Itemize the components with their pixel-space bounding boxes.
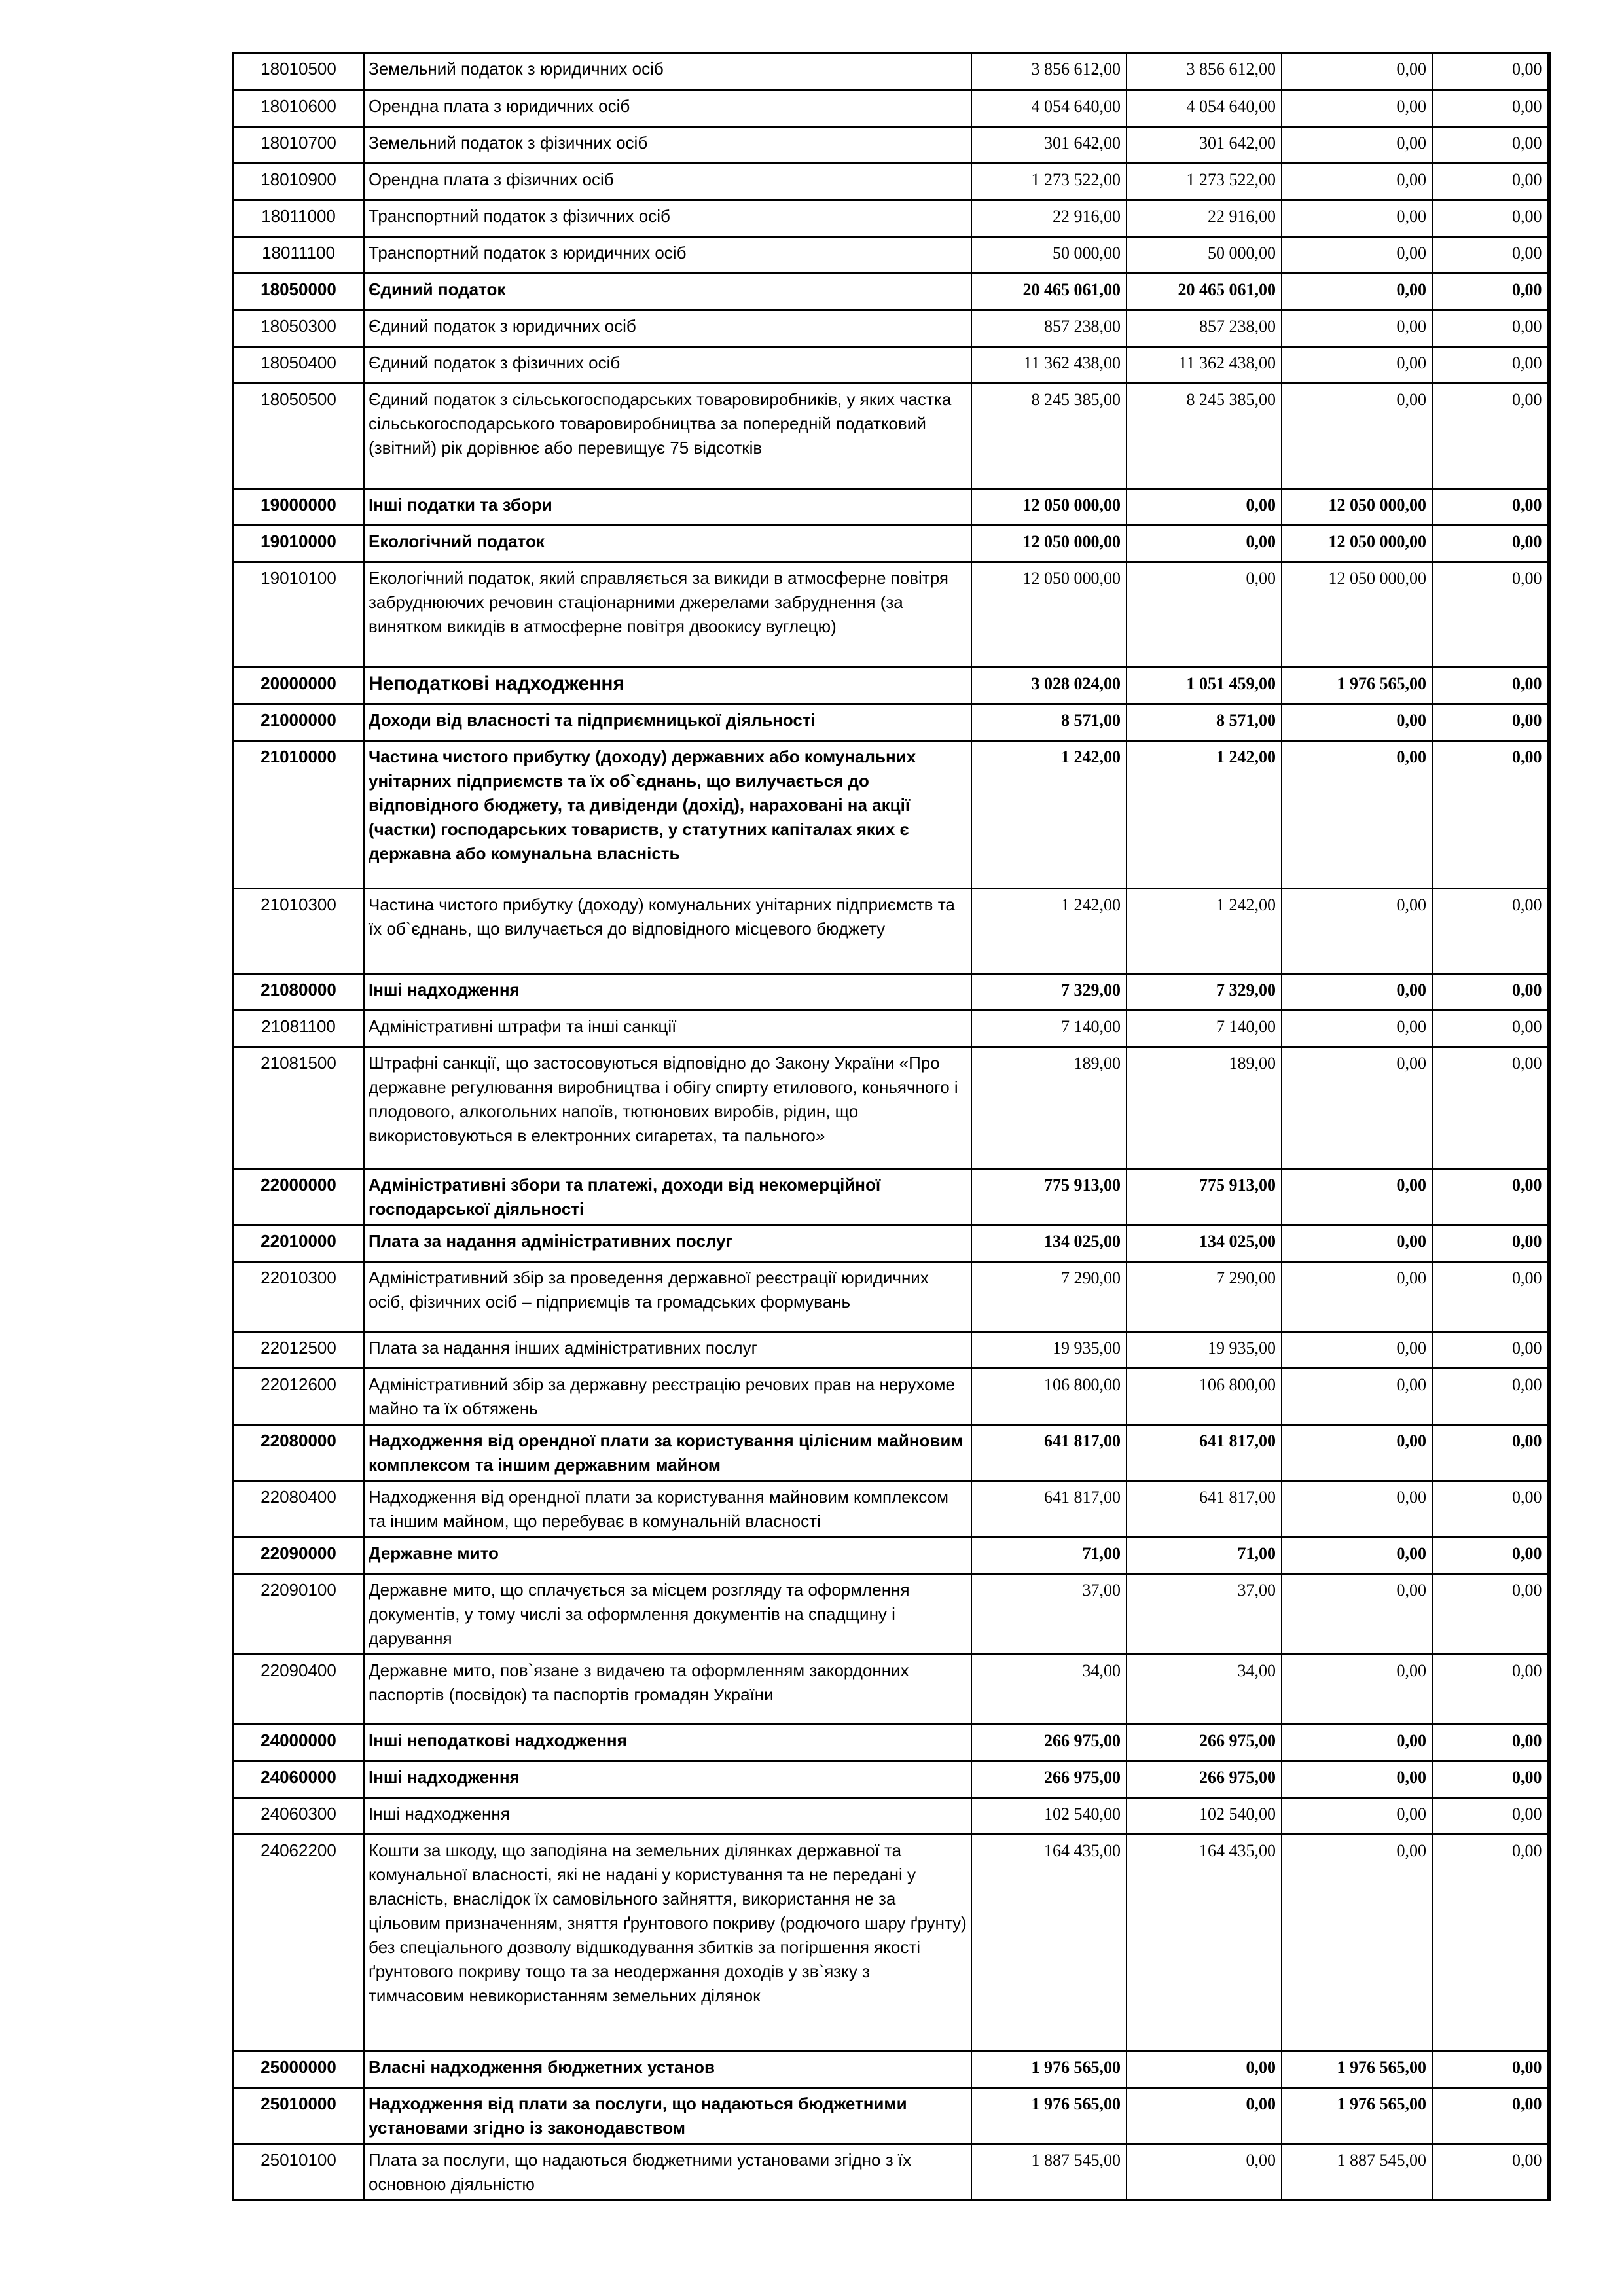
value-cell-3: 0,00 [1282, 310, 1432, 346]
table-row [233, 1834, 1549, 2051]
table-row [233, 888, 1549, 973]
code-cell: 24060300 [233, 1797, 364, 1834]
value-cell-2: 3 856 612,00 [1127, 53, 1282, 90]
value-cell-4: 0,00 [1432, 346, 1549, 383]
code-cell: 25000000 [233, 2051, 364, 2087]
value-cell-1: 8 245 385,00 [971, 383, 1127, 488]
name-cell: Адміністративний збір за державну реєстрацію речових прав на нерухоме майно та їх обтяжень [364, 1368, 971, 1424]
value-cell-3: 0,00 [1282, 1261, 1432, 1331]
code-cell: 18010500 [233, 53, 364, 90]
value-cell-2: 0,00 [1127, 2144, 1282, 2200]
name-cell: Транспортний податок з юридичних осіб [364, 236, 971, 273]
value-cell-3: 12 050 000,00 [1282, 488, 1432, 525]
name-cell: Єдиний податок з юридичних осіб [364, 310, 971, 346]
value-cell-2: 8 245 385,00 [1127, 383, 1282, 488]
value-cell-4: 0,00 [1432, 126, 1549, 163]
value-cell-3: 0,00 [1282, 1368, 1432, 1424]
revenue-table [232, 52, 1551, 2201]
table-row [233, 973, 1549, 1010]
value-cell-3: 0,00 [1282, 1424, 1432, 1480]
value-cell-4: 0,00 [1432, 740, 1549, 888]
value-cell-3: 12 050 000,00 [1282, 562, 1432, 667]
table-row [233, 488, 1549, 525]
value-cell-4: 0,00 [1432, 1047, 1549, 1168]
value-cell-1: 20 465 061,00 [971, 273, 1127, 310]
value-cell-1: 266 975,00 [971, 1761, 1127, 1797]
code-cell: 18050300 [233, 310, 364, 346]
name-cell: Єдиний податок з фізичних осіб [364, 346, 971, 383]
name-cell: Кошти за шкоду, що заподіяна на земельних ділянках державної та комунальної власності, які не надані у користування та не передані у власність, внаслідок їх самовільного зайняття, використання не за цільовим призначенням, зняття ґрунтового покриву (родючого шару ґрунту) без спеціального дозволу відшкодування збитків за погіршення якості ґрунтового покриву тощо та за неодержання доходів у зв`язку з тимчасовим невикористанням земельних ділянок [364, 1834, 971, 2051]
table-row [233, 163, 1549, 200]
value-cell-1: 8 571,00 [971, 704, 1127, 740]
value-cell-1: 7 290,00 [971, 1261, 1127, 1331]
code-cell: 18010900 [233, 163, 364, 200]
value-cell-2: 266 975,00 [1127, 1761, 1282, 1797]
value-cell-1: 22 916,00 [971, 200, 1127, 236]
value-cell-1: 50 000,00 [971, 236, 1127, 273]
value-cell-4: 0,00 [1432, 273, 1549, 310]
value-cell-4: 0,00 [1432, 1573, 1549, 1654]
value-cell-3: 0,00 [1282, 200, 1432, 236]
value-cell-3: 12 050 000,00 [1282, 525, 1432, 562]
table-row [233, 1225, 1549, 1261]
name-cell: Неподаткові надходження [364, 667, 971, 704]
value-cell-4: 0,00 [1432, 525, 1549, 562]
value-cell-4: 0,00 [1432, 2051, 1549, 2087]
code-cell: 22012500 [233, 1331, 364, 1368]
value-cell-1: 106 800,00 [971, 1368, 1127, 1424]
value-cell-2: 34,00 [1127, 1654, 1282, 1724]
table-row [233, 1331, 1549, 1368]
table-row [233, 1537, 1549, 1573]
value-cell-3: 0,00 [1282, 1797, 1432, 1834]
name-cell: Екологічний податок, який справляється за викиди в атмосферне повітря забруднюючих речовин стаціонарними джерелами забруднення (за винятком викидів в атмосферне повітря двоокису вуглецю) [364, 562, 971, 667]
code-cell: 18010600 [233, 90, 364, 126]
value-cell-4: 0,00 [1432, 1424, 1549, 1480]
value-cell-1: 641 817,00 [971, 1480, 1127, 1537]
table-row [233, 1368, 1549, 1424]
value-cell-2: 37,00 [1127, 1573, 1282, 1654]
code-cell: 22090100 [233, 1573, 364, 1654]
code-cell: 22000000 [233, 1168, 364, 1225]
value-cell-3: 0,00 [1282, 163, 1432, 200]
code-cell: 22080000 [233, 1424, 364, 1480]
value-cell-2: 775 913,00 [1127, 1168, 1282, 1225]
value-cell-3: 0,00 [1282, 1834, 1432, 2051]
code-cell: 22090400 [233, 1654, 364, 1724]
value-cell-4: 0,00 [1432, 1724, 1549, 1761]
value-cell-4: 0,00 [1432, 2087, 1549, 2144]
value-cell-2: 164 435,00 [1127, 1834, 1282, 2051]
table-row [233, 1010, 1549, 1047]
value-cell-4: 0,00 [1432, 200, 1549, 236]
value-cell-3: 0,00 [1282, 346, 1432, 383]
value-cell-3: 0,00 [1282, 704, 1432, 740]
value-cell-1: 1 242,00 [971, 740, 1127, 888]
table-row [233, 1797, 1549, 1834]
value-cell-4: 0,00 [1432, 1480, 1549, 1537]
name-cell: Власні надходження бюджетних установ [364, 2051, 971, 2087]
value-cell-3: 0,00 [1282, 1331, 1432, 1368]
value-cell-2: 0,00 [1127, 562, 1282, 667]
value-cell-2: 4 054 640,00 [1127, 90, 1282, 126]
name-cell: Інші надходження [364, 1797, 971, 1834]
code-cell: 22010300 [233, 1261, 364, 1331]
value-cell-1: 3 028 024,00 [971, 667, 1127, 704]
table-row [233, 200, 1549, 236]
table-row [233, 310, 1549, 346]
name-cell: Інші податки та збори [364, 488, 971, 525]
value-cell-1: 641 817,00 [971, 1424, 1127, 1480]
code-cell: 21080000 [233, 973, 364, 1010]
value-cell-3: 0,00 [1282, 1047, 1432, 1168]
table-row [233, 704, 1549, 740]
table-row [233, 90, 1549, 126]
value-cell-3: 0,00 [1282, 383, 1432, 488]
value-cell-1: 1 242,00 [971, 888, 1127, 973]
table-row [233, 2087, 1549, 2144]
code-cell: 18011100 [233, 236, 364, 273]
table-row [233, 1573, 1549, 1654]
value-cell-4: 0,00 [1432, 1537, 1549, 1573]
name-cell: Доходи від власності та підприємницької діяльності [364, 704, 971, 740]
value-cell-1: 37,00 [971, 1573, 1127, 1654]
value-cell-2: 102 540,00 [1127, 1797, 1282, 1834]
name-cell: Надходження від орендної плати за користування цілісним майновим комплексом та іншим державним майном [364, 1424, 971, 1480]
value-cell-1: 1 887 545,00 [971, 2144, 1127, 2200]
code-cell: 22010000 [233, 1225, 364, 1261]
value-cell-4: 0,00 [1432, 562, 1549, 667]
table-row [233, 525, 1549, 562]
value-cell-3: 0,00 [1282, 1654, 1432, 1724]
value-cell-3: 0,00 [1282, 1761, 1432, 1797]
value-cell-3: 0,00 [1282, 1573, 1432, 1654]
code-cell: 25010100 [233, 2144, 364, 2200]
value-cell-1: 266 975,00 [971, 1724, 1127, 1761]
name-cell: Єдиний податок з сільськогосподарських товаровиробників, у яких частка сільськогосподарського товаровиробництва за попередній податковий (звітний) рік дорівнює або перевищує 75 відсотків [364, 383, 971, 488]
value-cell-1: 1 976 565,00 [971, 2087, 1127, 2144]
table-row [233, 1654, 1549, 1724]
value-cell-2: 266 975,00 [1127, 1724, 1282, 1761]
code-cell: 21081500 [233, 1047, 364, 1168]
value-cell-3: 0,00 [1282, 1724, 1432, 1761]
value-cell-4: 0,00 [1432, 383, 1549, 488]
value-cell-2: 641 817,00 [1127, 1480, 1282, 1537]
value-cell-3: 0,00 [1282, 1225, 1432, 1261]
value-cell-4: 0,00 [1432, 1797, 1549, 1834]
value-cell-4: 0,00 [1432, 236, 1549, 273]
code-cell: 22012600 [233, 1368, 364, 1424]
value-cell-2: 0,00 [1127, 525, 1282, 562]
table-row [233, 1047, 1549, 1168]
code-cell: 24000000 [233, 1724, 364, 1761]
value-cell-1: 3 856 612,00 [971, 53, 1127, 90]
value-cell-3: 0,00 [1282, 888, 1432, 973]
value-cell-1: 12 050 000,00 [971, 562, 1127, 667]
value-cell-3: 1 976 565,00 [1282, 2051, 1432, 2087]
value-cell-2: 7 329,00 [1127, 973, 1282, 1010]
name-cell: Адміністративні збори та платежі, доходи від некомерційної господарської діяльності [364, 1168, 971, 1225]
code-cell: 22080400 [233, 1480, 364, 1537]
table-row [233, 562, 1549, 667]
code-cell: 18011000 [233, 200, 364, 236]
name-cell: Надходження від орендної плати за користування майновим комплексом та іншим майном, що перебуває в комунальній власності [364, 1480, 971, 1537]
value-cell-4: 0,00 [1432, 2144, 1549, 2200]
value-cell-1: 857 238,00 [971, 310, 1127, 346]
value-cell-2: 106 800,00 [1127, 1368, 1282, 1424]
table-row [233, 126, 1549, 163]
value-cell-3: 0,00 [1282, 973, 1432, 1010]
value-cell-3: 1 976 565,00 [1282, 667, 1432, 704]
table-row [233, 1480, 1549, 1537]
value-cell-4: 0,00 [1432, 1010, 1549, 1047]
name-cell: Плата за послуги, що надаються бюджетними установами згідно з їх основною діяльністю [364, 2144, 971, 2200]
code-cell: 21000000 [233, 704, 364, 740]
value-cell-4: 0,00 [1432, 53, 1549, 90]
code-cell: 19010000 [233, 525, 364, 562]
value-cell-1: 11 362 438,00 [971, 346, 1127, 383]
code-cell: 18050500 [233, 383, 364, 488]
table-row [233, 236, 1549, 273]
value-cell-1: 301 642,00 [971, 126, 1127, 163]
table-row [233, 1724, 1549, 1761]
value-cell-2: 20 465 061,00 [1127, 273, 1282, 310]
value-cell-3: 0,00 [1282, 740, 1432, 888]
value-cell-1: 7 329,00 [971, 973, 1127, 1010]
code-cell: 21010000 [233, 740, 364, 888]
value-cell-4: 0,00 [1432, 1168, 1549, 1225]
table-row [233, 53, 1549, 90]
name-cell: Плата за надання інших адміністративних послуг [364, 1331, 971, 1368]
value-cell-3: 0,00 [1282, 236, 1432, 273]
name-cell: Транспортний податок з фізичних осіб [364, 200, 971, 236]
value-cell-1: 164 435,00 [971, 1834, 1127, 2051]
value-cell-2: 7 290,00 [1127, 1261, 1282, 1331]
name-cell: Адміністративний збір за проведення державної реєстрації юридичних осіб, фізичних осіб – підприємців та громадських формувань [364, 1261, 971, 1331]
value-cell-2: 50 000,00 [1127, 236, 1282, 273]
code-cell: 19000000 [233, 488, 364, 525]
value-cell-2: 301 642,00 [1127, 126, 1282, 163]
name-cell: Земельний податок з фізичних осіб [364, 126, 971, 163]
table-row [233, 667, 1549, 704]
value-cell-4: 0,00 [1432, 1331, 1549, 1368]
value-cell-1: 4 054 640,00 [971, 90, 1127, 126]
table-row [233, 1424, 1549, 1480]
value-cell-2: 1 273 522,00 [1127, 163, 1282, 200]
name-cell: Плата за надання адміністративних послуг [364, 1225, 971, 1261]
table-row [233, 383, 1549, 488]
value-cell-3: 1 976 565,00 [1282, 2087, 1432, 2144]
value-cell-4: 0,00 [1432, 1261, 1549, 1331]
value-cell-2: 0,00 [1127, 2051, 1282, 2087]
value-cell-3: 0,00 [1282, 1010, 1432, 1047]
value-cell-2: 71,00 [1127, 1537, 1282, 1573]
table-row [233, 1168, 1549, 1225]
name-cell: Штрафні санкції, що застосовуються відповідно до Закону України «Про державне регулювання виробництва і обігу спирту етилового, коньячного і плодового, алкогольних напоїв, тютюнових виробів, рідин, що використовуються в електронних сигаретах, та пального» [364, 1047, 971, 1168]
value-cell-2: 11 362 438,00 [1127, 346, 1282, 383]
name-cell: Частина чистого прибутку (доходу) державних або комунальних унітарних підприємств та їх об`єднань, що вилучається до відповідного бюджету, та дивіденди (дохід), нараховані на акції (частки) господарських товариств, у статутних капіталах яких є державна або комунальна власність [364, 740, 971, 888]
value-cell-4: 0,00 [1432, 310, 1549, 346]
value-cell-4: 0,00 [1432, 1225, 1549, 1261]
value-cell-2: 1 242,00 [1127, 888, 1282, 973]
value-cell-2: 0,00 [1127, 488, 1282, 525]
value-cell-1: 1 976 565,00 [971, 2051, 1127, 2087]
code-cell: 19010100 [233, 562, 364, 667]
value-cell-3: 0,00 [1282, 53, 1432, 90]
name-cell: Орендна плата з юридичних осіб [364, 90, 971, 126]
value-cell-2: 857 238,00 [1127, 310, 1282, 346]
name-cell: Частина чистого прибутку (доходу) комунальних унітарних підприємств та їх об`єднань, що вилучається до відповідного місцевого бюджету [364, 888, 971, 973]
value-cell-2: 19 935,00 [1127, 1331, 1282, 1368]
value-cell-4: 0,00 [1432, 1654, 1549, 1724]
table-row [233, 740, 1549, 888]
name-cell: Екологічний податок [364, 525, 971, 562]
value-cell-1: 775 913,00 [971, 1168, 1127, 1225]
value-cell-2: 8 571,00 [1127, 704, 1282, 740]
value-cell-1: 1 273 522,00 [971, 163, 1127, 200]
table-row [233, 1761, 1549, 1797]
table-row [233, 2051, 1549, 2087]
value-cell-4: 0,00 [1432, 888, 1549, 973]
value-cell-2: 641 817,00 [1127, 1424, 1282, 1480]
name-cell: Єдиний податок [364, 273, 971, 310]
value-cell-2: 22 916,00 [1127, 200, 1282, 236]
value-cell-2: 0,00 [1127, 2087, 1282, 2144]
value-cell-3: 0,00 [1282, 126, 1432, 163]
name-cell: Інші неподаткові надходження [364, 1724, 971, 1761]
table-row [233, 1261, 1549, 1331]
value-cell-4: 0,00 [1432, 90, 1549, 126]
value-cell-1: 34,00 [971, 1654, 1127, 1724]
value-cell-3: 0,00 [1282, 1168, 1432, 1225]
code-cell: 21010300 [233, 888, 364, 973]
value-cell-1: 189,00 [971, 1047, 1127, 1168]
value-cell-1: 71,00 [971, 1537, 1127, 1573]
name-cell: Орендна плата з фізичних осіб [364, 163, 971, 200]
value-cell-3: 0,00 [1282, 90, 1432, 126]
value-cell-1: 7 140,00 [971, 1010, 1127, 1047]
table-row [233, 2144, 1549, 2200]
value-cell-4: 0,00 [1432, 1761, 1549, 1797]
name-cell: Державне мито, пов`язане з видачею та оформленням закордонних паспортів (посвідок) та паспортів громадян України [364, 1654, 971, 1724]
code-cell: 18050400 [233, 346, 364, 383]
value-cell-4: 0,00 [1432, 1368, 1549, 1424]
code-cell: 18050000 [233, 273, 364, 310]
code-cell: 22090000 [233, 1537, 364, 1573]
value-cell-4: 0,00 [1432, 488, 1549, 525]
value-cell-4: 0,00 [1432, 667, 1549, 704]
value-cell-4: 0,00 [1432, 704, 1549, 740]
value-cell-1: 134 025,00 [971, 1225, 1127, 1261]
code-cell: 20000000 [233, 667, 364, 704]
value-cell-3: 1 887 545,00 [1282, 2144, 1432, 2200]
value-cell-4: 0,00 [1432, 973, 1549, 1010]
value-cell-3: 0,00 [1282, 273, 1432, 310]
table-row [233, 273, 1549, 310]
code-cell: 18010700 [233, 126, 364, 163]
code-cell: 24062200 [233, 1834, 364, 2051]
code-cell: 24060000 [233, 1761, 364, 1797]
name-cell: Надходження від плати за послуги, що надаються бюджетними установами згідно із законодавством [364, 2087, 971, 2144]
name-cell: Земельний податок з юридичних осіб [364, 53, 971, 90]
table-row [233, 346, 1549, 383]
value-cell-2: 1 051 459,00 [1127, 667, 1282, 704]
code-cell: 25010000 [233, 2087, 364, 2144]
value-cell-1: 102 540,00 [971, 1797, 1127, 1834]
name-cell: Інші надходження [364, 1761, 971, 1797]
value-cell-3: 0,00 [1282, 1537, 1432, 1573]
name-cell: Державне мито [364, 1537, 971, 1573]
value-cell-1: 12 050 000,00 [971, 525, 1127, 562]
value-cell-1: 19 935,00 [971, 1331, 1127, 1368]
name-cell: Адміністративні штрафи та інші санкції [364, 1010, 971, 1047]
value-cell-2: 7 140,00 [1127, 1010, 1282, 1047]
name-cell: Державне мито, що сплачується за місцем розгляду та оформлення документів, у тому числі за оформлення документів на спадщину і дарування [364, 1573, 971, 1654]
code-cell: 21081100 [233, 1010, 364, 1047]
value-cell-3: 0,00 [1282, 1480, 1432, 1537]
value-cell-4: 0,00 [1432, 163, 1549, 200]
value-cell-1: 12 050 000,00 [971, 488, 1127, 525]
value-cell-2: 189,00 [1127, 1047, 1282, 1168]
value-cell-4: 0,00 [1432, 1834, 1549, 2051]
value-cell-2: 1 242,00 [1127, 740, 1282, 888]
name-cell: Інші надходження [364, 973, 971, 1010]
value-cell-2: 134 025,00 [1127, 1225, 1282, 1261]
